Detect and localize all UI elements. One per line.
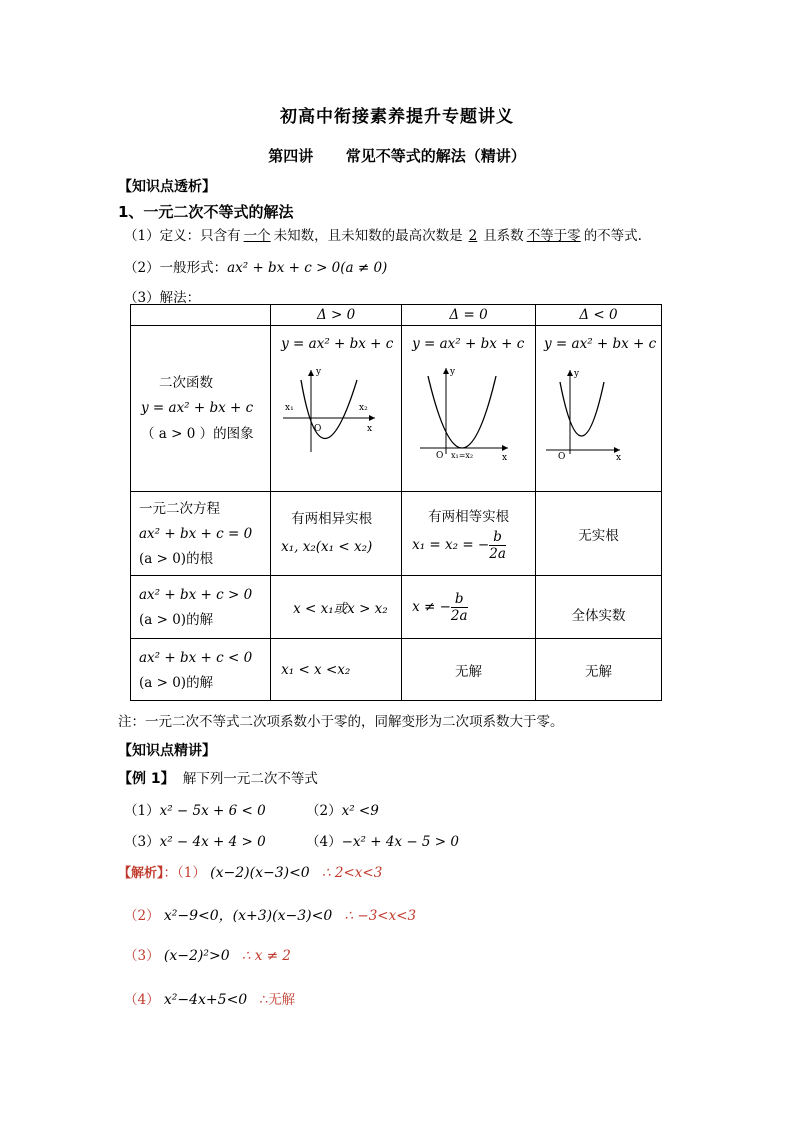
roots-label-2: ax² + bx + c = 0 [139, 525, 253, 542]
roots-cell-negative: 无实根 [536, 492, 662, 576]
graph-1-label-y: y [316, 367, 322, 377]
graph-1-label-x1: x₁ [285, 403, 294, 413]
table-header-delta-zero: Δ = 0 [402, 305, 536, 326]
section-heading-knowledge: 【知识点透析】 [118, 179, 216, 195]
solution-table [130, 304, 662, 701]
problem-4-label: （4） [306, 834, 342, 850]
topic-heading: 1、一元二次不等式的解法 [118, 203, 294, 221]
solution-4-expression: x²−4x+5<0 [163, 992, 248, 1008]
solution-label: 【解析】 [118, 866, 164, 881]
roots-zero-text: 有两相等实根 [428, 509, 510, 525]
solution-2-answer: ∴ −3<x<3 [344, 908, 417, 924]
roots-zero-prefix: x₁ = x₂ = − [412, 537, 490, 553]
solution-3-expression: (x−2)²>0 [163, 948, 230, 964]
row-function-label [131, 326, 271, 492]
solution-colon: ： [163, 865, 178, 881]
solution-2-label: （2） [124, 908, 160, 924]
roots-positive-text: 有两相异实根 [291, 510, 373, 527]
graph-cell-3 [536, 326, 662, 492]
less-cell-positive: x₁ < x <x₂ [271, 639, 402, 701]
roots-positive-values: x₁, x₂(x₁ < x₂) [281, 538, 373, 555]
lecture-subtitle [0, 145, 794, 166]
table-row-function [131, 326, 662, 492]
less-label-1: ax² + bx + c < 0 [139, 649, 253, 666]
graph-1-x-arrow [369, 415, 375, 421]
roots-zero-numerator: b [489, 529, 506, 546]
problem-1 [124, 799, 266, 819]
graph-3-label-x: x [616, 453, 622, 462]
greater-cell-positive: x < x₁或x > x₂ [271, 576, 402, 639]
general-form-expression: ax² + bx + c > 0(a ≠ 0) [227, 260, 388, 276]
graph-2-label-x12: x₁=x₂ [451, 451, 474, 460]
example-line [118, 767, 318, 788]
graph-1-y-arrow [308, 370, 314, 376]
problem-3-expression: x² − 4x + 4 > 0 [159, 834, 266, 850]
def-mid-1: 未知数，且未知数的最高次数是 [273, 228, 463, 244]
table-header-delta-positive: Δ > 0 [271, 305, 402, 326]
method-label: （3）解法： [124, 290, 201, 306]
graph-2-label-y: y [450, 367, 456, 377]
graph-2-y-arrow [443, 368, 449, 374]
function-label-3: （ a > 0 ）的图象 [141, 425, 254, 442]
roots-zero-formula [402, 529, 535, 562]
section-heading-lecture: 【知识点精讲】 [118, 743, 216, 759]
graph-1-label-x2: x₂ [359, 403, 368, 413]
problem-3-label: （3） [124, 834, 160, 850]
table-header-empty [131, 305, 271, 326]
graph-3-label-y: y [574, 369, 580, 379]
problem-3 [124, 830, 266, 850]
row-less-label [131, 639, 271, 701]
less-label-2: (a > 0)的解 [139, 674, 214, 691]
parabola-no-root-graph [536, 352, 660, 462]
roots-zero-denominator: 2a [489, 546, 506, 562]
def-mid-2: 且系数 [483, 228, 524, 244]
table-row-roots [131, 492, 662, 576]
parabola-one-root-graph [402, 352, 533, 462]
def-prefix: （1）定义：只含有 [124, 228, 241, 244]
problem-1-label: （1） [124, 803, 160, 819]
solution-1-expression: (x−2)(x−3)<0 [210, 865, 310, 881]
greater-label-2: (a > 0)的解 [139, 612, 214, 628]
problem-4 [306, 830, 459, 850]
solution-2-expression: x²−9<0，(x+3)(x−3)<0 [163, 908, 333, 924]
roots-label-3: (a > 0)的根 [139, 550, 214, 567]
greater-cell-zero [402, 576, 536, 639]
roots-zero-fraction [489, 529, 506, 562]
roots-cell-zero [402, 492, 536, 576]
graph-3-label-origin: O [558, 452, 566, 462]
roots-cell-positive [271, 492, 402, 576]
example-label: 【例 1】 [118, 771, 175, 787]
example-text: 解下列一元二次不等式 [182, 771, 318, 787]
def-underline-3: 不等于零 [526, 228, 581, 244]
general-form-line [124, 256, 387, 276]
solution-2 [124, 904, 416, 925]
problem-4-expression: −x² + 4x − 5 > 0 [341, 834, 459, 850]
graph-cell-1 [271, 326, 402, 492]
greater-zero-denominator: 2a [450, 607, 468, 624]
solution-4 [124, 988, 295, 1008]
solution-3-label: （3） [124, 948, 160, 964]
def-suffix: 的不等式. [583, 228, 642, 244]
table-row-greater [131, 576, 662, 639]
table-row-less [131, 639, 662, 701]
definition-line [124, 224, 642, 244]
document-title: 初高中衔接素养提升专题讲义 [280, 107, 514, 127]
graph-3-y-arrow [567, 370, 573, 376]
solution-1 [118, 861, 382, 881]
problem-2 [306, 799, 379, 819]
greater-zero-numerator: b [451, 591, 468, 608]
row-greater-label [131, 576, 271, 639]
lecture-title: 常见不等式的解法（精讲） [345, 147, 526, 165]
greater-zero-prefix: x ≠ − [412, 598, 451, 615]
graph-2-parabola [428, 376, 496, 448]
def-underline-1: 一个 [243, 228, 271, 244]
graph-2-equation: y = ax² + bx + c [412, 336, 525, 352]
graph-1-equation: y = ax² + bx + c [281, 336, 394, 352]
graph-1-parabola [301, 380, 357, 439]
solution-4-label: （4） [124, 992, 160, 1008]
solution-1-label: （1） [177, 865, 206, 881]
graph-cell-2 [402, 326, 536, 492]
lecture-number: 第四讲 [268, 147, 314, 165]
general-form-label: （2）一般形式： [124, 260, 228, 276]
less-cell-zero: 无解 [402, 639, 536, 701]
greater-label-1: ax² + bx + c > 0 [139, 587, 253, 603]
solution-3-answer: ∴ x ≠ 2 [241, 948, 291, 964]
graph-2-x-arrow [502, 445, 508, 451]
greater-zero-fraction [451, 591, 468, 624]
note-line: 注：一元二次不等式二次项系数小于零的，同解变形为二次项系数大于零。 [118, 714, 564, 730]
solution-1-answer: ∴ 2<x<3 [322, 865, 383, 881]
greater-cell-negative: 全体实数 [536, 576, 662, 639]
graph-1-label-origin: O [314, 424, 322, 434]
problem-2-expression: x² <9 [341, 803, 379, 819]
solution-3 [124, 944, 291, 964]
parabola-two-roots-graph [271, 352, 399, 462]
problem-1-expression: x² − 5x + 6 < 0 [159, 803, 266, 819]
problem-2-label: （2） [306, 803, 342, 819]
graph-1-label-x: x [367, 424, 373, 434]
graph-3-equation: y = ax² + bx + c [544, 336, 657, 352]
row-roots-label [131, 492, 271, 576]
solution-4-answer: ∴无解 [259, 992, 296, 1008]
def-underline-2: 2 [468, 228, 478, 244]
table-header-row [131, 305, 662, 326]
graph-2-label-origin: O [436, 451, 444, 461]
function-label-2: y = ax² + bx + c [141, 399, 254, 416]
function-label-1: 二次函数 [159, 374, 213, 391]
graph-2-label-x: x [502, 453, 508, 462]
roots-label-1: 一元二次方程 [139, 500, 220, 517]
less-cell-negative: 无解 [536, 639, 662, 701]
graph-3-parabola [560, 382, 604, 436]
table-header-delta-negative: Δ < 0 [536, 305, 662, 326]
